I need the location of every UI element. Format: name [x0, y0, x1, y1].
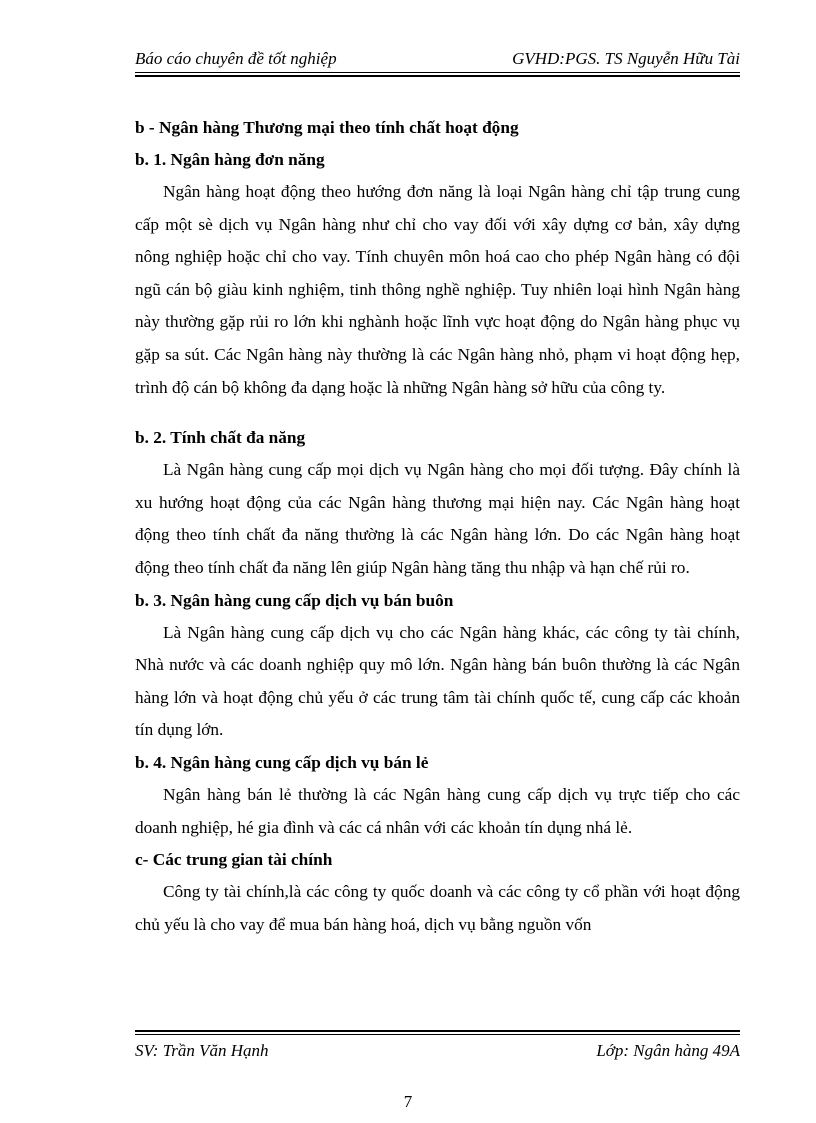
paragraph-b4: Ngân hàng bán lẻ thường là các Ngân hàng cung cấp dịch vụ trực tiếp cho các doanh nghiệp, hé gia đình và các cá nhân với các khoản tín dụng nhá lẻ. [135, 784, 740, 837]
section-heading-b: b - Ngân hàng Thương mại theo tính chất hoạt động [135, 118, 519, 137]
section-heading-b1: b. 1. Ngân hàng đơn năng [135, 150, 325, 169]
footer-class: Lớp: Ngân hàng 49A [596, 1041, 740, 1060]
document-body [135, 112, 740, 941]
header-report-title: Báo cáo chuyên đề tốt nghiệp [135, 49, 337, 68]
paragraph-b3: Là Ngân hàng cung cấp dịch vụ cho các Ngân hàng khác, các công ty tài chính, Nhà nước và các doanh nghiệp quy mô lớn. Ngân hàng bán buôn thường là các Ngân hàng lớn và hoạt động chủ yếu ở các trung tâm tài chính quốc tế, cung cấp các khoản tín dụng lớn. [135, 622, 740, 740]
section-heading-c: c- Các trung gian tài chính [135, 850, 333, 870]
spacer [135, 404, 740, 422]
paragraph-b2: Là Ngân hàng cung cấp mọi dịch vụ Ngân hàng cho mọi đối tượng. Đây chính là xu hướng hoạt động của các Ngân hàng thương mại hiện nay. Các Ngân hàng hoạt động theo tính chất đa năng thường là các Ngân hàng lớn. Do các Ngân hàng hoạt động theo tính chất đa năng lên giúp Ngân hàng tăng thu nhập và hạn chế rủi ro. [135, 460, 740, 577]
paragraph-c: Công ty tài chính,là các công ty quốc doanh và các công ty cổ phần với hoạt động chủ yếu là cho vay để mua bán hàng hoá, dịch vụ bằng nguồn vốn [135, 882, 740, 934]
page-number: 7 [403, 1092, 413, 1111]
footer-student-name: SV: Trần Văn Hạnh [135, 1041, 269, 1060]
section-heading-b3: b. 3. Ngân hàng cung cấp dịch vụ bán buôn [135, 590, 454, 610]
paragraph-b1: Ngân hàng hoạt động theo hướng đơn năng là loại Ngân hàng chỉ tập trung cung cấp một sè dịch vụ Ngân hàng như chỉ cho vay đối với xây dựng cơ bản, xây dựng nông nghiệp hoặc chỉ cho vay. Tính chuyên môn hoá cao cho phép Ngân hàng có đội ngũ cán bộ giàu kinh nghiệm, tinh thông nghề nghiệp. Tuy nhiên loại hình Ngân hàng này thường gặp rủi ro lớn khi nghành hoặc lĩnh vực hoạt động do Ngân hàng phục vụ gặp sa sút. Các Ngân hàng này thường là các Ngân hàng nhỏ, phạm vi hoạt động hẹp, trình độ cán bộ không đa dạng hoặc là những Ngân hàng sở hữu của công ty. [135, 182, 740, 397]
section-heading-b4: b. 4. Ngân hàng cung cấp dịch vụ bán lẻ [135, 752, 429, 772]
header-supervisor: GVHD:PGS. TS Nguyễn Hữu Tài [512, 49, 740, 68]
section-heading-b2: b. 2. Tính chất đa năng [135, 428, 306, 448]
footer-divider [135, 1030, 740, 1035]
header-divider [135, 72, 740, 77]
